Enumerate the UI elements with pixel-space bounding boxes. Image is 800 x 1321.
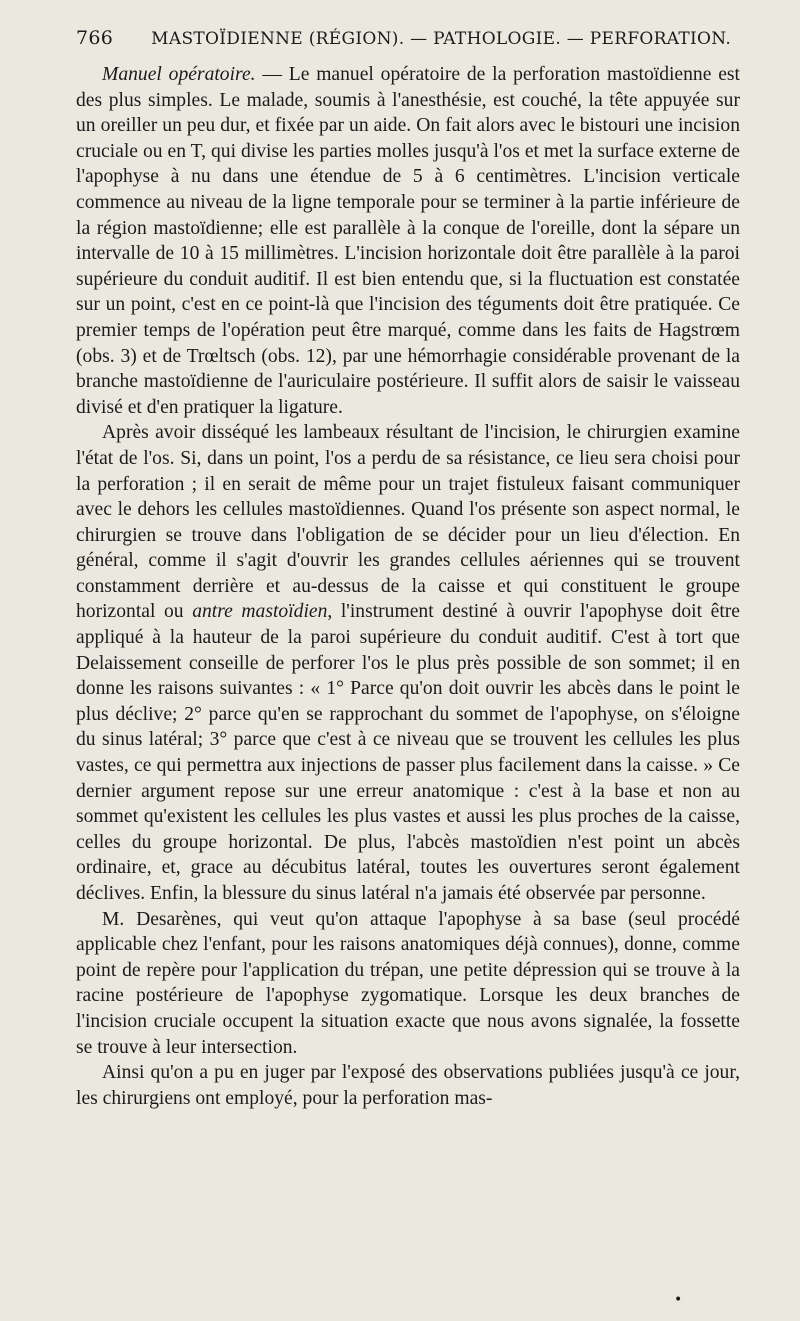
- paragraph-text: , l'instrument destiné à ouvrir l'apophyse doit être appliqué à la hauteur de la paroi supérieure du conduit auditif. C'est à tort que Delaissement conseille de perforer l'os le plus près possible de son sommet; il en donne les raisons suivantes : « 1° Parce qu'on doit ouvrir les abcès dans le point le plus déclive; 2° parce qu'en se rapprochant du sommet de l'apophyse, on s'éloigne du sinus latéral; 3° parce que c'est à ce niveau que se trouvent les cellules les plus vastes, ce qui permettra aux injections de passer plus facilement dans la caisse. » Ce dernier argument repose sur une erreur anatomique : c'est à la base et non au sommet qu'existent les cellules les plus vastes et aussi les plus proches de la caisse, celles du groupe horizontal. De plus, l'abcès mastoïdien n'est point un abcès ordinaire, et, grace au décubitus latéral, toutes les ouvertures seront également déclives. Enfin, la blessure du sinus latéral n'a jamais été observée par personne.: [76, 601, 740, 904]
- emphasis-term: antre mastoïdien: [192, 601, 328, 623]
- paragraph-apres-avoir: [76, 420, 740, 906]
- footer-mark: •: [674, 1292, 683, 1308]
- section-lead: Manuel opératoire.: [102, 64, 256, 85]
- paragraph-text: Ainsi qu'on a pu en juger par l'exposé des observations publiées jusqu'à ce jour, les chirurgiens ont employé, pour la perforation mas-: [76, 1062, 740, 1109]
- page-number: 766: [76, 27, 114, 49]
- running-title: MASTOÏDIENNE (RÉGION). — PATHOLOGIE. — PERFORATION.: [151, 29, 732, 49]
- paragraph-manuel-operatoire: [76, 62, 740, 420]
- running-header: [76, 27, 756, 49]
- paragraph-text: Après avoir disséqué les lambeaux résultant de l'incision, le chirurgien examine l'état de l'os. Si, dans un point, l'os a perdu de sa résistance, ce lieu sera choisi pour la perforation ; il en serait de même pour un trajet fistuleux faisant communiquer avec le dehors les cellules mastoïdiennes. Quand l'os présente son aspect normal, le chirurgien se trouve dans l'obligation de se décider pour un lieu d'élection. En général, comme il s'agit d'ouvrir les grandes cellules aériennes qui se trouvent constamment derrière et au-dessus de la caisse et qui constituent le groupe horizontal ou: [76, 422, 740, 623]
- paragraph-text: — Le manuel opératoire de la perforation mastoïdienne est des plus simples. Le malade, soumis à l'anesthésie, est couché, la tête appuyée sur un oreiller un peu dur, et fixée par un aide. On fait alors avec le bistouri une incision cruciale ou en T, qui divise les parties molles jusqu'à l'os et met la surface externe de l'apophyse à nu dans une étendue de 5 à 6 centimètres. L'incision verticale commence au niveau de la ligne temporale pour se terminer à la partie inférieure de la région mastoïdienne; elle est parallèle à la conque de l'oreille, dont la sépare un intervalle de 10 à 15 millimètres. L'incision horizontale doit être parallèle à la paroi supérieure du conduit auditif. Il est bien entendu que, si la fluctuation est constatée sur un point, c'est en ce point-là que l'incision des téguments doit être pratiquée. Ce premier temps de l'opération peut être marqué, comme dans les faits de Hagstrœm (obs. 3) et de Trœltsch (obs. 12), par une hémorrhagie considérable provenant de la branche mastoïdienne de l'auriculaire postérieure. Il suffit alors de saisir le vaisseau divisé et d'en pratiquer la ligature.: [76, 64, 740, 418]
- paragraph-text: M. Desarènes, qui veut qu'on attaque l'apophyse à sa base (seul procédé applicable chez l'enfant, pour les raisons anatomiques déjà connues), donne, comme point de repère pour l'application du trépan, une petite dépression qui se trouve à la racine postérieure de l'apophyse zygomatique. Lorsque les deux branches de l'incision cruciale occupent la situation exacte que nous avons signalée, la fossette se trouve à leur intersection.: [76, 908, 740, 1058]
- paragraph-ainsi: [76, 1060, 740, 1111]
- body-text: [76, 62, 740, 1111]
- paragraph-desarenes: [76, 907, 740, 1061]
